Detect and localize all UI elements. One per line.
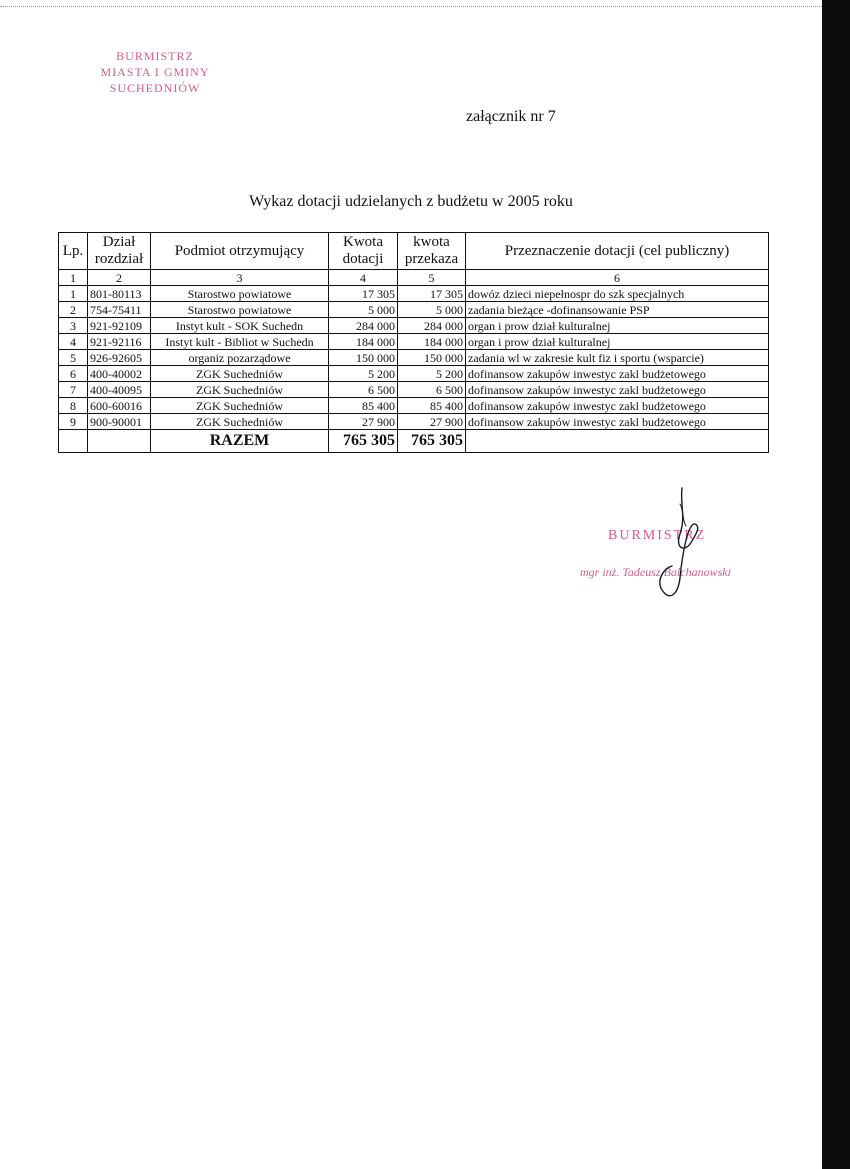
cell-przekaz: 184 000 xyxy=(398,334,466,350)
cell-przekaz: 5 000 xyxy=(398,302,466,318)
header-kwota-line1: Kwota xyxy=(343,234,383,250)
cell-kwota: 184 000 xyxy=(329,334,398,350)
cell-cel: dofinansow zakupów inwestyc zakl budżetowego xyxy=(466,414,769,430)
cell-lp: 4 xyxy=(59,334,88,350)
table-row xyxy=(59,382,769,398)
grants-table xyxy=(58,232,769,453)
cell-cel: dowóz dzieci niepełnospr do szk specjalnych xyxy=(466,286,769,302)
cell-kwota: 6 500 xyxy=(329,382,398,398)
header-przekaz-line1: kwota xyxy=(413,234,450,250)
scan-dark-border xyxy=(822,0,850,1169)
cell-lp: 1 xyxy=(59,286,88,302)
cell-lp: 6 xyxy=(59,366,88,382)
cell-cel: organ i prow dział kulturalnej xyxy=(466,318,769,334)
cell-dzial: 400-40002 xyxy=(88,366,151,382)
cell-lp: 9 xyxy=(59,414,88,430)
cell-dzial: 600-60016 xyxy=(88,398,151,414)
total-kwota: 765 305 xyxy=(329,430,398,453)
cell-przekaz: 17 305 xyxy=(398,286,466,302)
cell-dzial: 921-92116 xyxy=(88,334,151,350)
table-header-row xyxy=(59,233,769,270)
header-przeznaczenie: Przeznaczenie dotacji (cel publiczny) xyxy=(466,233,769,270)
total-przekaz: 765 305 xyxy=(398,430,466,453)
total-empty-dzial xyxy=(88,430,151,453)
signature-stamp-name: mgr inż. Tadeusz Balchanowski xyxy=(580,565,731,579)
handwritten-signature xyxy=(640,486,710,611)
cell-podmiot: Instyt kult - Bibliot w Suchedn xyxy=(151,334,329,350)
header-dzial-line1: Dział xyxy=(102,234,136,250)
header-kwota-line2: dotacji xyxy=(342,251,384,267)
stamp-line-3: SUCHEDNIÓW xyxy=(109,81,201,95)
column-number: 6 xyxy=(466,270,769,286)
cell-kwota: 284 000 xyxy=(329,318,398,334)
cell-dzial: 921-92109 xyxy=(88,318,151,334)
cell-kwota: 150 000 xyxy=(329,350,398,366)
cell-lp: 3 xyxy=(59,318,88,334)
cell-cel: dofinansow zakupów inwestyc zakl budżetowego xyxy=(466,398,769,414)
cell-kwota: 5 200 xyxy=(329,366,398,382)
stamp-line-2: MIASTA I GMINY xyxy=(100,65,210,79)
cell-podmiot: organiz pozarządowe xyxy=(151,350,329,366)
column-number: 2 xyxy=(88,270,151,286)
cell-dzial: 926-92605 xyxy=(88,350,151,366)
cell-kwota: 85 400 xyxy=(329,398,398,414)
column-number-row xyxy=(59,270,769,286)
stamp-line-1: BURMISTRZ xyxy=(116,49,194,63)
municipal-stamp xyxy=(70,48,240,96)
total-empty-lp xyxy=(59,430,88,453)
cell-podmiot: ZGK Suchedniów xyxy=(151,366,329,382)
header-dzial xyxy=(88,233,151,270)
cell-dzial: 754-75411 xyxy=(88,302,151,318)
scan-edge-line xyxy=(0,6,822,7)
document-title: Wykaz dotacji udzielanych z budżetu w 2005 roku xyxy=(249,193,573,210)
table-row xyxy=(59,302,769,318)
cell-przekaz: 27 900 xyxy=(398,414,466,430)
column-number: 3 xyxy=(151,270,329,286)
cell-cel: organ i prow dział kulturalnej xyxy=(466,334,769,350)
cell-podmiot: Starostwo powiatowe xyxy=(151,286,329,302)
cell-lp: 7 xyxy=(59,382,88,398)
cell-dzial: 900-90001 xyxy=(88,414,151,430)
cell-dzial: 801-80113 xyxy=(88,286,151,302)
cell-przekaz: 6 500 xyxy=(398,382,466,398)
cell-przekaz: 85 400 xyxy=(398,398,466,414)
cell-podmiot: ZGK Suchedniów xyxy=(151,398,329,414)
header-dzial-line2: rozdział xyxy=(94,251,144,267)
column-number: 5 xyxy=(398,270,466,286)
header-lp: Lp. xyxy=(59,233,88,270)
column-number: 4 xyxy=(329,270,398,286)
header-przekaz xyxy=(398,233,466,270)
cell-kwota: 17 305 xyxy=(329,286,398,302)
cell-przekaz: 150 000 xyxy=(398,350,466,366)
cell-kwota: 27 900 xyxy=(329,414,398,430)
cell-podmiot: ZGK Suchedniów xyxy=(151,414,329,430)
cell-cel: dofinansow zakupów inwestyc zakl budżetowego xyxy=(466,382,769,398)
signature-stamp-title: BURMISTRZ xyxy=(608,528,707,543)
table-row xyxy=(59,350,769,366)
cell-kwota: 5 000 xyxy=(329,302,398,318)
cell-cel: dofinansow zakupów inwestyc zakl budżetowego xyxy=(466,366,769,382)
header-kwota xyxy=(329,233,398,270)
cell-przekaz: 284 000 xyxy=(398,318,466,334)
table-row xyxy=(59,334,769,350)
cell-podmiot: Starostwo powiatowe xyxy=(151,302,329,318)
table-row xyxy=(59,286,769,302)
cell-dzial: 400-40095 xyxy=(88,382,151,398)
table-row xyxy=(59,398,769,414)
total-label: RAZEM xyxy=(151,430,329,453)
table-row xyxy=(59,318,769,334)
header-podmiot: Podmiot otrzymujący xyxy=(151,233,329,270)
cell-podmiot: Instyt kult - SOK Suchedn xyxy=(151,318,329,334)
cell-lp: 2 xyxy=(59,302,88,318)
cell-lp: 8 xyxy=(59,398,88,414)
cell-cel: zadania bieżące -dofinansowanie PSP xyxy=(466,302,769,318)
header-przekaz-line2: przekaza xyxy=(404,251,459,267)
cell-lp: 5 xyxy=(59,350,88,366)
table-row xyxy=(59,366,769,382)
cell-cel: zadania wl w zakresie kult fiz i sportu (wsparcie) xyxy=(466,350,769,366)
cell-podmiot: ZGK Suchedniów xyxy=(151,382,329,398)
column-number: 1 xyxy=(59,270,88,286)
total-row xyxy=(59,430,769,453)
total-empty-cel xyxy=(466,430,769,453)
attachment-label: załącznik nr 7 xyxy=(466,108,556,125)
cell-przekaz: 5 200 xyxy=(398,366,466,382)
table-row xyxy=(59,414,769,430)
